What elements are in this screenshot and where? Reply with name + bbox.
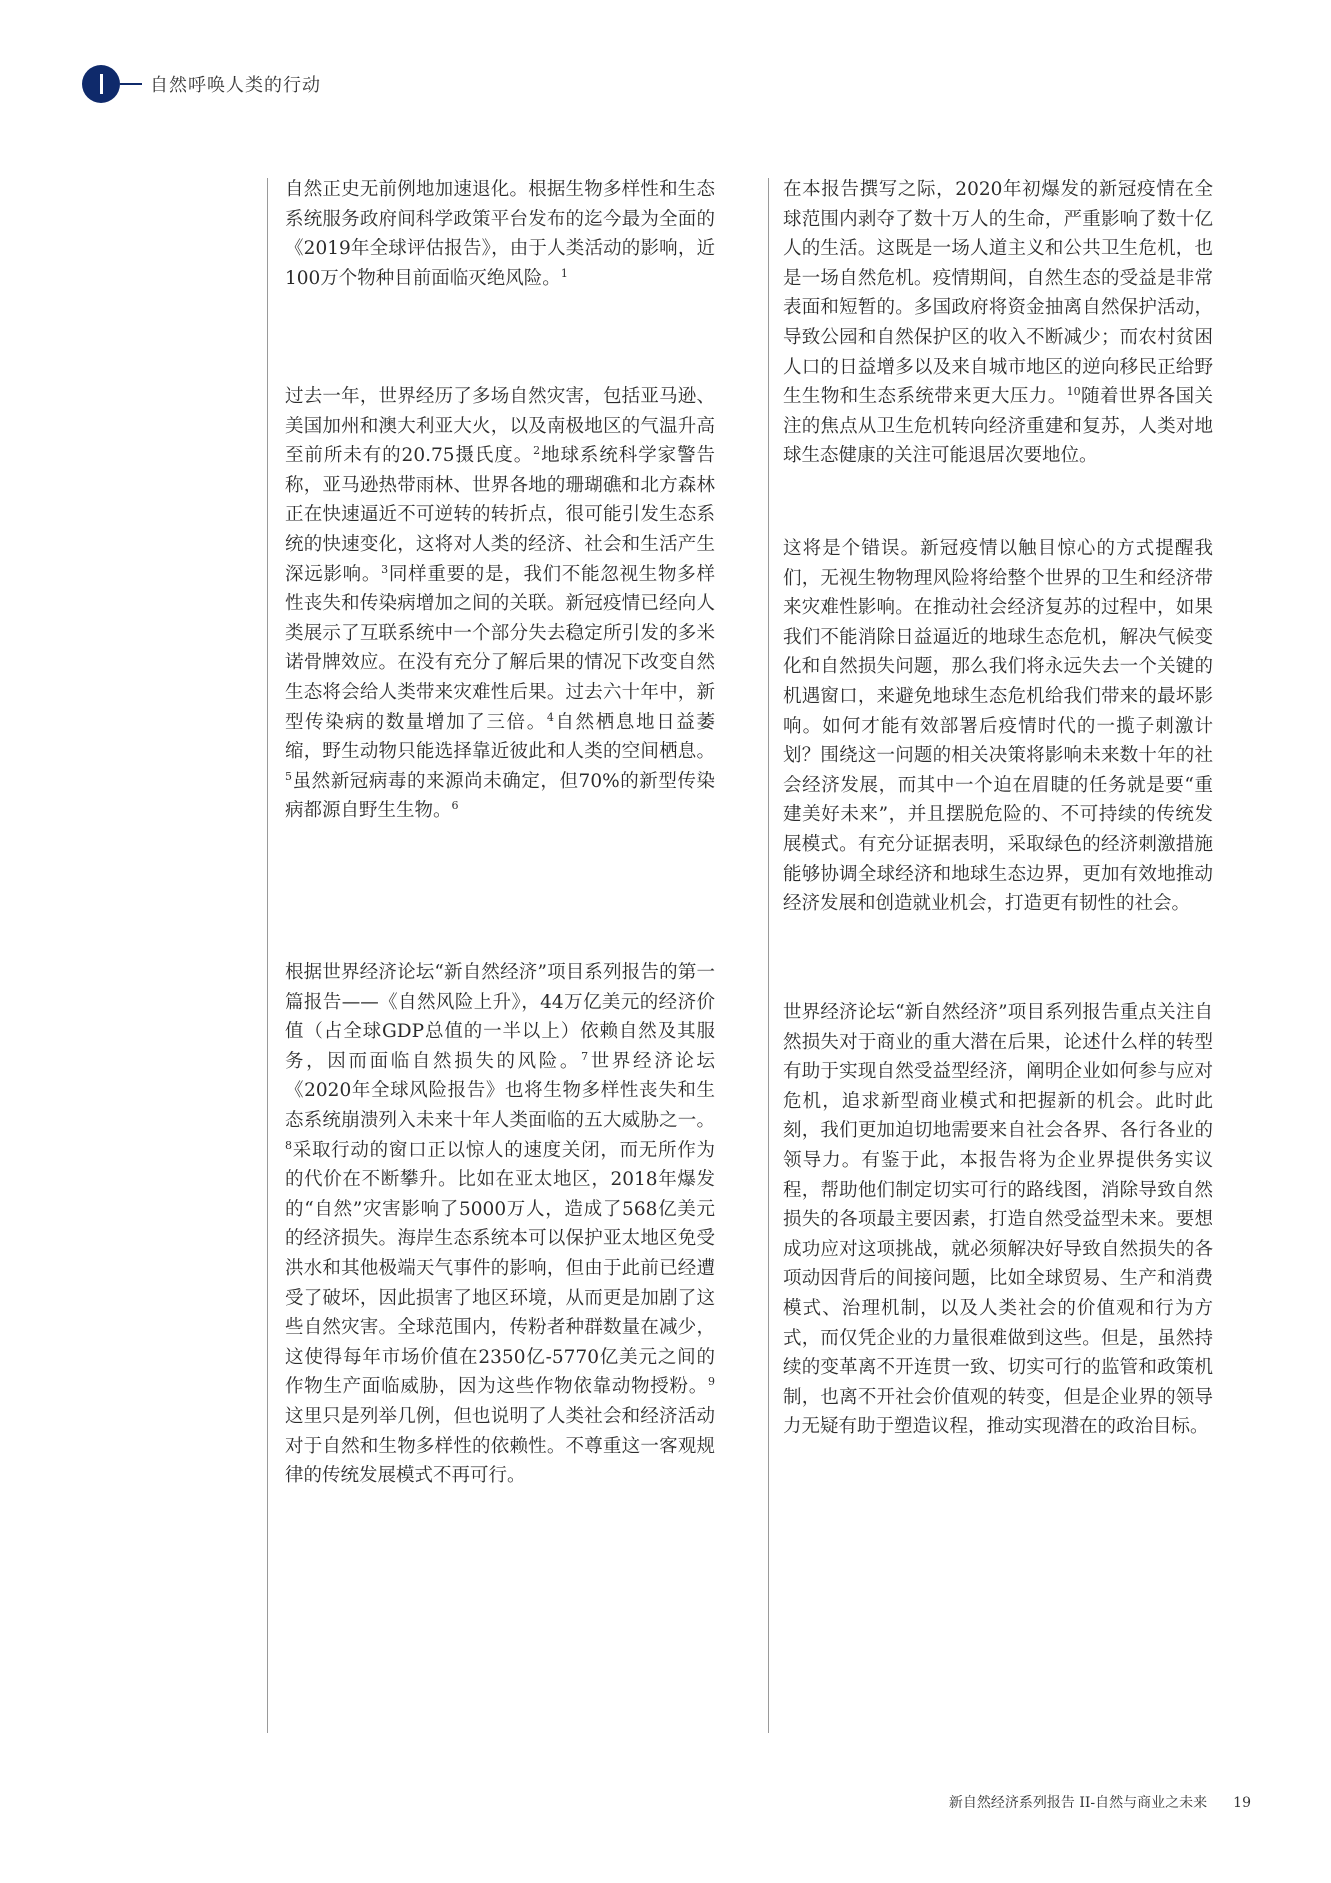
paragraph-mistake <box>783 534 1213 919</box>
paragraph-text: 自然栖息地日益萎缩，野生动物只能选择靠近彼此和人类的空间栖息。 <box>285 711 715 763</box>
paragraph-text: 世界经济论坛“新自然经济”项目系列报告重点关注自然损失对于商业的重大潜在后果，论述什么样的转型有助于实现自然受益型经济，阐明企业如何参与应对危机，追求新型商业模式和把握新的机会。此时此刻，我们更加迫切地需要来自社会各界、各行各业的领导力。有鉴于此，本报告将为企业界提供务实议程，帮助他们制定切实可行的路线图，消除导致自然损失的各项最主要因素，打造自然受益型未来。要想成功应对这项挑战，就必须解决好导致自然损失的各项动因背后的间接问题，比如全球贸易、生产和消费模式、治理机制，以及人类社会的价值观和行为方式，而仅凭企业的力量很难做到这些。但是，虽然持续的变革离不开连贯一致、切实可行的监管和政策机制，也离不开社会价值观的转变，但是企业界的领导力无疑有助于塑造议程，推动实现潜在的政治目标。 <box>783 1002 1213 1438</box>
paragraph-text: 这将是个错误。新冠疫情以触目惊心的方式提醒我们，无视生物物理风险将给整个世界的卫生和经济带来灾难性影响。在推动社会经济复苏的过程中，如果我们不能消除日益逼近的地球生态危机，解决气候变化和自然损失问题，那么我们将永远失去一个关键的机遇窗口，来避免地球生态危机给我们带来的最坏影响。如何才能有效部署后疫情时代的一揽子刺激计划？围绕这一问题的相关决策将影响未来数十年的社会经济发展，而其中一个迫在眉睫的任务就是要“重建美好未来”，并且摆脱危险的、不可持续的传统发展模式。有充分证据表明，采取绿色的经济刺激措施能够协调全球经济和地球生态边界，更加有效地推动经济发展和创造就业机会，打造更有韧性的社会。 <box>783 538 1213 915</box>
footnote-ref: 8 <box>285 1138 292 1152</box>
left-column-rule <box>267 178 268 1733</box>
footnote-ref: 1 <box>560 266 568 280</box>
header-line <box>120 83 142 85</box>
right-column-rule <box>768 178 769 1733</box>
paragraph-species-loss <box>285 175 715 293</box>
page-number: 19 <box>1233 1795 1251 1811</box>
footnote-ref: 6 <box>451 799 459 813</box>
page-footer <box>949 1792 1251 1812</box>
paragraph-text: 根据世界经济论坛“新自然经济”项目系列报告的第一篇报告——《自然风险上升》，44万亿美元的经济价值（占全球GDP总值的一半以上）依赖自然及其服务，因而面临自然损失的风险。 <box>285 962 715 1072</box>
chapter-badge-icon <box>82 65 120 103</box>
paragraph-text: 地球系统科学家警告称，亚马逊热带雨林、世界各地的珊瑚礁和北方森林正在快速逼近不可逆转的转折点，很可能引发生态系统的快速变化，这将对人类的经济、社会和生活产生深远影响。 <box>285 445 715 585</box>
paragraph-text: 世界经济论坛《2020年全球风险报告》也将生物多样性丧失和生态系统崩溃列入未来十年人类面临的五大威胁之一。 <box>285 1050 715 1131</box>
footnote-ref: 9 <box>708 1375 715 1389</box>
chapter-title: 自然呼唤人类的行动 <box>150 75 321 96</box>
paragraph-text: 这里只是列举几例，但也说明了人类社会和经济活动对于自然和生物多样性的依赖性。不尊重这一客观规律的传统发展模式不再可行。 <box>285 1405 715 1487</box>
page-header <box>82 64 321 104</box>
paragraph-natural-disasters <box>285 382 715 826</box>
paragraph-text: 随着世界各国关注的焦点从卫生危机转向经济重建和复苏，人类对地球生态健康的关注可能退居次要地位。 <box>783 386 1213 467</box>
paragraph-text: 自然正史无前例地加速退化。根据生物多样性和生态系统服务政府间科学政策平台发布的迄今最为全面的《2019年全球评估报告》，由于人类活动的影响，近100万个物种目前面临灭绝风险。 <box>285 179 715 289</box>
paragraph-text: 虽然新冠病毒的来源尚未确定，但70%的新型传染病都源自野生生物。 <box>285 770 715 822</box>
paragraph-text: 在本报告撰写之际，2020年初爆发的新冠疫情在全球范围内剥夺了数十万人的生命，严重影响了数十亿人的生活。这既是一场人道主义和公共卫生危机，也是一场自然危机。疫情期间，自然生态的受益是非常表面和短暂的。多国政府将资金抽离自然保护活动，导致公园和自然保护区的收入不断减少；而农村贫困人口的日益增多以及来自城市地区的逆向移民正给野生生物和生态系统带来更大压力。 <box>783 179 1213 408</box>
paragraph-economic-risk <box>285 958 715 1491</box>
paragraph-covid-crisis <box>783 175 1213 471</box>
footnote-ref: 7 <box>581 1049 589 1063</box>
footnote-ref: 4 <box>546 710 554 724</box>
paragraph-text: 同样重要的是，我们不能忽视生物多样性丧失和传染病增加之间的关联。新冠疫情已经向人类展示了互联系统中一个部分失去稳定所引发的多米诺骨牌效应。在没有充分了解后果的情况下改变自然生态将会给人类带来灾难性后果。过去六十年中，新型传染病的数量增加了三倍。 <box>285 563 715 733</box>
paragraph-text: 采取行动的窗口正以惊人的速度关闭，而无所作为的代价在不断攀升。比如在亚太地区，2018年爆发的“自然”灾害影响了5000万人，造成了568亿美元的经济损失。海岸生态系统本可以保护亚太地区免受洪水和其他极端天气事件的影响，但由于此前已经遭受了破坏，因此损害了地区环境，从而更是加剧了这些自然灾害。全球范围内，传粉者种群数量在减少，这使得每年市场价值在2350亿-5770亿美元之间的作物生产面临威胁，因为这些作物依靠动物授粉。 <box>285 1139 715 1398</box>
footnote-ref: 5 <box>285 769 292 783</box>
footnote-ref: 3 <box>381 562 389 576</box>
paragraph-text: 过去一年，世界经历了多场自然灾害，包括亚马逊、美国加州和澳大利亚大火，以及南极地区的气温升高至前所未有的20.75摄氏度。 <box>285 386 715 467</box>
paragraph-report-focus <box>783 998 1213 1442</box>
footnote-ref: 2 <box>533 444 541 458</box>
footer-report-title: 新自然经济系列报告 II-自然与商业之未来 <box>948 1795 1208 1811</box>
footnote-ref: 10 <box>1066 385 1081 398</box>
